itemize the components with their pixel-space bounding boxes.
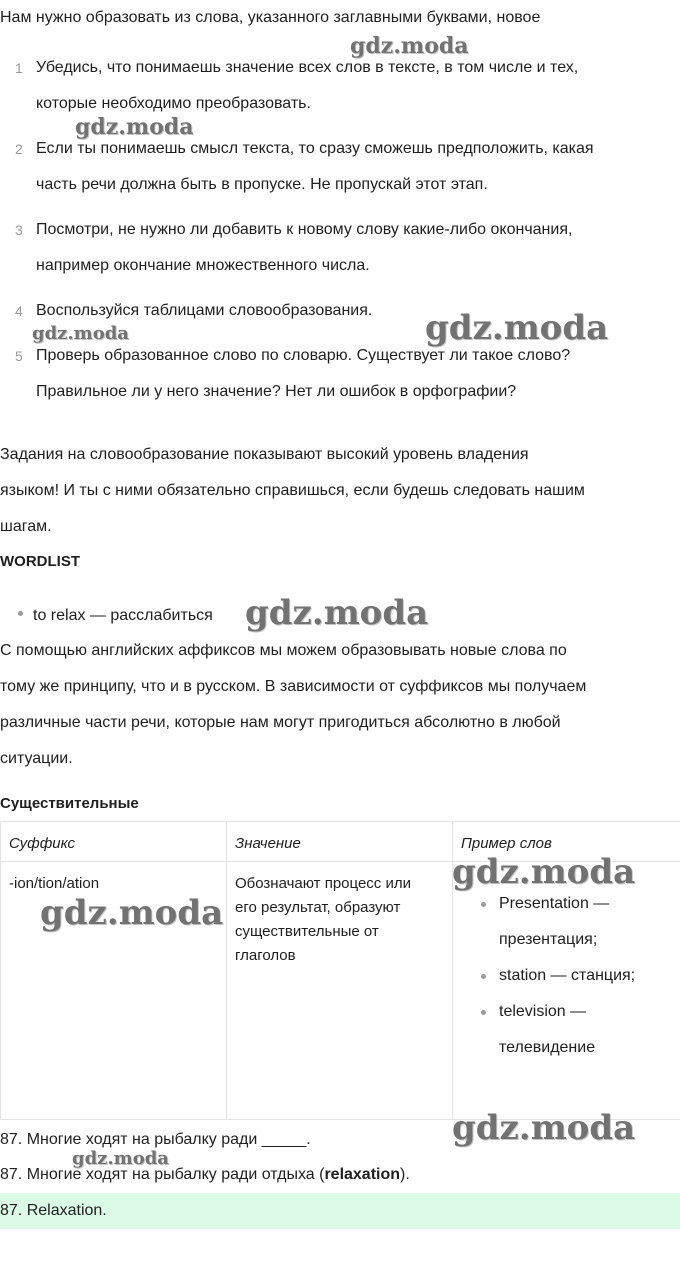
examples-list [461,886,672,1066]
example-text: телевидение [499,1039,596,1056]
suffix-value: -ion/tion/ation [9,875,100,892]
summary-line: шагам. [0,518,52,535]
watermark: gdz.moda [350,33,469,59]
table-header-cell: Пример слов [453,822,680,862]
example-text: television — [499,1003,587,1020]
table-header-cell: Значение [227,822,453,862]
watermark: gdz.moda [245,593,429,633]
watermark: gdz.moda [32,323,129,344]
bullet-dot-icon [18,611,23,616]
solution-bold: relaxation [324,1166,401,1183]
meaning-line: его результат, образуют [235,899,401,916]
solution-text [0,1165,410,1185]
step-text: которые необходимо преобразовать. [36,95,311,112]
step-text: Воспользуйся таблицами словообразования. [36,302,373,319]
step-text: Убедись, что понимаешь значение всех слов в тексте, в том числе и тех, [36,59,579,76]
solution-suffix: ). [400,1166,410,1183]
nouns-heading: Существительные [0,795,139,812]
step-text: Правильное ли у него значение? Нет ли ошибок в орфографии? [36,383,517,400]
example-text: презентация; [499,931,598,948]
watermark: gdz.moda [452,852,636,892]
watermark: gdz.moda [452,1108,636,1148]
step-text: Если ты понимаешь смысл текста, то сразу сможешь предположить, какая [36,140,594,157]
wordlist-item [18,606,213,626]
step-number: 4 [15,303,23,319]
meaning-line: глаголов [235,947,296,964]
affix-line: тому же принципу, что и в русском. В зависимости от суффиксов мы получаем [0,678,587,695]
step-text: часть речи должна быть в пропуске. Не пропускай этот этап. [36,176,488,193]
summary-line: Задания на словообразование показывают высокий уровень владения [0,446,529,463]
meaning-line: существительные от [235,923,379,940]
list-item [479,994,672,1066]
watermark: gdz.moda [40,893,224,933]
wordlist-item-text: to relax — расслабиться [33,607,213,624]
step-text: Проверь образованное слово по словарю. Существует ли такое слово? [36,347,571,364]
table-header-cell: Суффикс [1,822,227,862]
step-number: 5 [15,348,23,364]
step-number: 3 [15,222,23,238]
watermark: gdz.moda [425,308,609,348]
step-number: 2 [15,141,23,157]
step-number: 1 [15,60,23,76]
example-text: station — станция; [499,967,636,984]
answer-text: 87. Relaxation. [0,1202,107,1219]
solution-prefix: 87. Многие ходят на рыбалку ради отдыха ( [0,1166,325,1183]
affix-line: ситуации. [0,750,73,767]
table-cell-examples [453,862,680,1120]
watermark: gdz.moda [72,1148,169,1169]
table-cell-meaning [227,862,453,1120]
summary-line: языком! И ты с ними обязательно справишься, если будешь следовать нашим [0,482,585,499]
watermark: gdz.moda [75,114,194,140]
affix-line: С помощью английских аффиксов мы можем образовывать новые слова по [0,642,567,659]
step-text: Посмотри, не нужно ли добавить к новому слову какие-либо окончания, [36,221,573,238]
example-text: Presentation — [499,895,610,912]
meaning-line: Обозначают процесс или [235,875,411,892]
step-text: например окончание множественного числа. [36,257,370,274]
wordlist-heading: WORDLIST [0,553,80,570]
list-item [479,886,672,958]
task-text: 87. Многие ходят на рыбалку ради _____. [0,1131,311,1148]
intro-text: Нам нужно образовать из слова, указанного заглавными буквами, новое [0,9,541,26]
list-item [479,958,672,994]
affix-line: различные части речи, которые нам могут пригодиться абсолютно в любой [0,714,561,731]
